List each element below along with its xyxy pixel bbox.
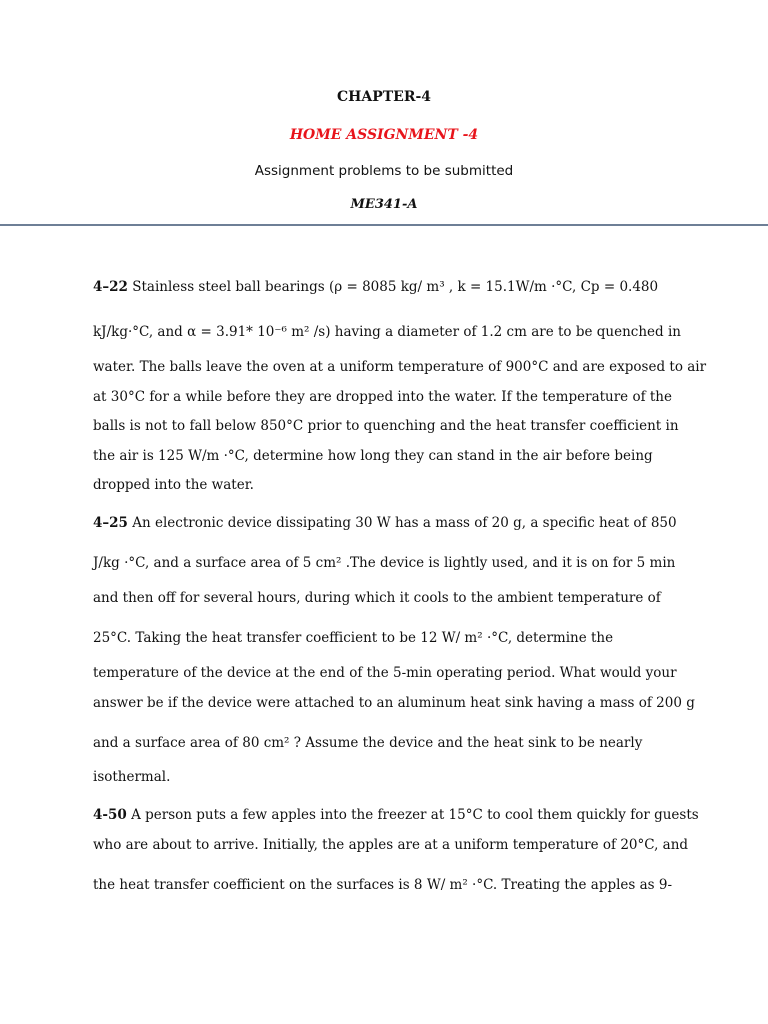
problem-number: 4–25 — [93, 515, 128, 531]
problem-4-50-line-3: the heat transfer coefficient on the surfaces is 8 W/ m² ·°C. Treating the apples as 9- — [93, 877, 673, 893]
header-divider — [0, 224, 768, 226]
course-code: ME341-A — [350, 197, 418, 212]
problem-4-50-line-2: who are about to arrive. Initially, the apples are at a uniform temperature of 20°C, and — [93, 837, 689, 853]
assignment-subtitle: Assignment problems to be submitted — [254, 163, 514, 179]
problem-4-22-line-5: balls is not to fall below 850°C prior to quenching and the heat transfer coefficient in — [93, 418, 679, 434]
problem-4-25-line-3: and then off for several hours, during which it cools to the ambient temperature of — [93, 590, 661, 606]
problem-4-25-line-7: and a surface area of 80 cm² ? Assume the device and the heat sink to be nearly — [93, 735, 643, 751]
problem-4-22-line-2: kJ/kg·°C, and α = 3.91* 10⁻⁶ m² /s) having a diameter of 1.2 cm are to be quenched in — [93, 324, 681, 340]
problem-text: Stainless steel ball bearings (ρ = 8085 kg/ m³ , k = 15.1W/m ·°C, Cp = 0.480 — [127, 279, 659, 295]
problem-4-22-line-7: dropped into the water. — [93, 477, 254, 493]
chapter-title: CHAPTER-4 — [336, 89, 432, 105]
problem-4-22-line-1 — [93, 278, 675, 296]
problem-4-25-line-2: J/kg ·°C, and a surface area of 5 cm² .The device is lightly used, and it is on for 5 min — [93, 555, 676, 571]
problem-4-25-line-8: isothermal. — [93, 769, 171, 785]
problem-number: 4-50 — [93, 807, 127, 823]
problem-text: An electronic device dissipating 30 W has a mass of 20 g, a specific heat of 850 — [127, 515, 677, 531]
problem-text: A person puts a few apples into the freezer at 15°C to cool them quickly for guests — [126, 807, 699, 823]
problem-4-25-line-5: temperature of the device at the end of the 5-min operating period. What would your — [93, 665, 677, 681]
problem-4-25-line-6: answer be if the device were attached to an aluminum heat sink having a mass of 200 g — [93, 695, 695, 711]
problem-number: 4–22 — [93, 279, 128, 295]
problem-4-22-line-4: at 30°C for a while before they are dropped into the water. If the temperature of the — [93, 389, 672, 405]
problem-4-25-line-1 — [93, 514, 675, 532]
problem-4-22-line-6: the air is 125 W/m ·°C, determine how long they can stand in the air before being — [93, 448, 653, 464]
problem-4-22-line-3: water. The balls leave the oven at a uniform temperature of 900°C and are exposed to air — [93, 359, 707, 375]
home-assignment-title: HOME ASSIGNMENT -4 — [289, 127, 479, 143]
problem-4-25-line-4: 25°C. Taking the heat transfer coefficient to be 12 W/ m² ·°C, determine the — [93, 630, 614, 646]
problem-4-50-line-1 — [93, 806, 699, 824]
